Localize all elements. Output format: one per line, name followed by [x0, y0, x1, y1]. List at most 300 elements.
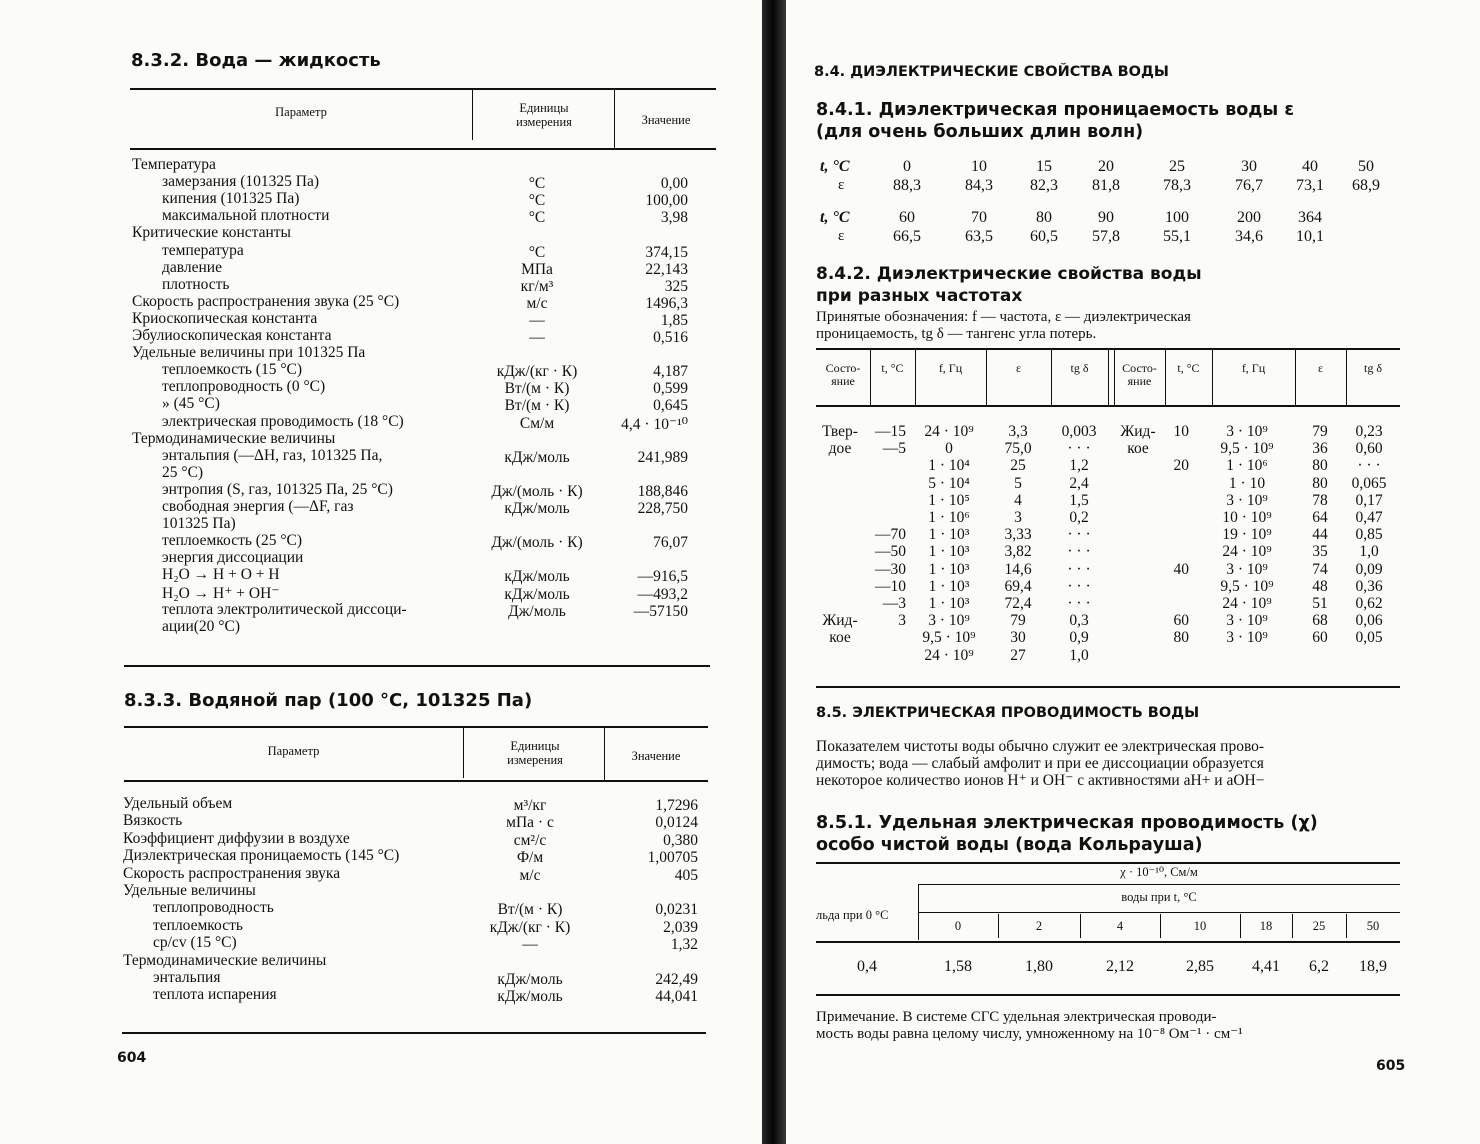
column-header-parameter: Параметр: [275, 105, 327, 119]
column-divider: [472, 88, 473, 140]
column-divider: [463, 726, 464, 778]
frequency-cell: 3 · 10⁹: [1226, 629, 1268, 647]
frequency-cell: 1 · 10⁶: [1226, 457, 1268, 475]
column-divider: [1051, 348, 1052, 405]
frequency-cell: 3 · 10⁹: [1226, 560, 1268, 578]
parameter-cell: теплоемкость (25 °С): [162, 532, 303, 550]
epsilon-cell: 60: [1312, 629, 1328, 647]
column-divider: [604, 726, 605, 780]
parameter-cell: ации(20 °С): [162, 617, 240, 635]
unit-cell: Дж/(моль · К): [491, 482, 583, 500]
value-cell: 0,00: [660, 175, 688, 193]
column-header: ε: [1015, 361, 1022, 375]
unit-cell: Вт/(м · К): [504, 380, 570, 398]
unit-cell: Вт/(м · К): [504, 397, 570, 415]
temperature-cell: —30: [875, 560, 906, 578]
epsilon-value: 60,5: [1030, 228, 1058, 245]
value-cell: 0,645: [653, 397, 688, 415]
epsilon-value: 84,3: [965, 177, 993, 194]
value-cell: 2,039: [663, 918, 698, 936]
parameter-cell: H₂O → H⁺ + OH⁻: [162, 584, 280, 602]
value-cell: 100,00: [645, 192, 688, 210]
state-cell: Жид-: [1120, 423, 1156, 440]
epsilon-cell: 36: [1312, 440, 1328, 458]
epsilon-cell: 79: [1010, 612, 1026, 630]
column-divider: [1212, 348, 1213, 405]
water-value: 1,80: [1025, 958, 1053, 975]
column-header: Состо-яние: [825, 361, 861, 388]
notation-note: [816, 309, 1402, 343]
note-line: проницаемость, tg δ — тангенс угла потерь.: [816, 326, 1097, 342]
parameter-cell: Скорость распространения звука (25 °С): [132, 292, 400, 310]
parameter-cell: cp/cv (15 °С): [153, 934, 237, 952]
epsilon-label: ε: [838, 177, 845, 193]
water-value: 18,9: [1359, 958, 1387, 975]
temperature-header: 50: [1366, 919, 1380, 933]
tg-delta-cell: 0,065: [1351, 474, 1387, 492]
value-cell: 4,4 · 10⁻¹⁰: [621, 415, 688, 433]
table-header-rule: [816, 405, 1400, 407]
unit-cell: кДж/моль: [497, 971, 563, 988]
parameter-cell: теплота электролитической диссоци-: [162, 600, 407, 618]
unit-cell: кДж/моль: [504, 500, 570, 517]
unit-cell: кг/м³: [520, 277, 554, 295]
table-header-rule: [130, 148, 716, 150]
value-cell: 44,041: [655, 988, 698, 1006]
table-top-rule: [130, 88, 716, 90]
tg-delta-cell: · · ·: [1067, 440, 1091, 458]
section-heading-84: 8.4. ДИЭЛЕКТРИЧЕСКИЕ СВОЙСТВА ВОДЫ: [814, 64, 1169, 80]
unit-cell: кДж/моль: [504, 568, 570, 586]
temperature-value: 40: [1302, 158, 1318, 175]
parameter-cell: Криоскопическая константа: [132, 309, 318, 327]
tg-delta-cell: 0,9: [1069, 629, 1089, 647]
unit-cell: Ф/м: [516, 849, 544, 867]
column-divider: [1108, 348, 1109, 405]
epsilon-value: 34,6: [1235, 228, 1263, 245]
book-spine: [762, 0, 786, 1144]
temperature-value: 90: [1098, 209, 1114, 226]
column-header-units: Единицы измерения: [507, 739, 563, 767]
tg-delta-cell: 0,05: [1355, 629, 1383, 647]
column-header: t, °С: [881, 361, 904, 375]
value-cell: —57150: [633, 602, 688, 620]
column-divider: [870, 348, 871, 405]
table-bottom-rule: [816, 994, 1400, 996]
frequency-cell: 19 · 10⁹: [1222, 526, 1272, 544]
conductivity-values-row: [786, 958, 1480, 982]
parameter-cell: теплопроводность (0 °С): [162, 378, 326, 396]
value-cell: 22,143: [645, 260, 688, 278]
epsilon-cell: 25: [1010, 457, 1026, 475]
heading-line: 8.4.1. Диэлектрическая проницаемость воды ε: [816, 100, 1295, 120]
tg-delta-cell: · · ·: [1067, 526, 1091, 544]
frequency-cell: 9,5 · 10⁹: [922, 629, 976, 647]
temperature-value: 70: [971, 209, 987, 226]
unit-cell: м/с: [526, 294, 548, 312]
epsilon-cell: 3,33: [1004, 526, 1032, 544]
frequency-cell: 5 · 10⁴: [928, 474, 970, 492]
frequency-cell: 0: [945, 440, 953, 458]
section-heading-833: 8.3.3. Водяной пар (100 °С, 101325 Па): [124, 690, 533, 711]
table-top-rule: [124, 726, 708, 728]
unit-cell: —: [529, 311, 545, 329]
unit-cell: —: [522, 936, 538, 954]
temperature-value: 25: [1169, 158, 1185, 175]
frequency-cell: 24 · 10⁹: [1222, 543, 1272, 561]
parameter-cell: плотность: [162, 275, 230, 293]
temperature-cell: —50: [875, 543, 906, 561]
right-page: [786, 0, 1480, 1144]
column-divider: [1346, 348, 1347, 405]
value-cell: 241,989: [637, 448, 688, 466]
value-cell: 1,32: [670, 936, 698, 954]
temperature-value: 15: [1036, 158, 1052, 175]
value-cell: —916,5: [637, 568, 688, 586]
parameter-cell: Эбулиоскопическая константа: [132, 327, 332, 344]
column-header: f, Гц: [938, 361, 963, 375]
column-header-parameter: Параметр: [267, 744, 320, 758]
table-bottom-rule: [122, 1032, 706, 1034]
parameter-cell: энергия диссоциации: [162, 549, 304, 567]
epsilon-label: ε: [838, 228, 845, 244]
epsilon-value: 63,5: [965, 228, 993, 245]
table-header-rule: [124, 780, 708, 782]
tg-delta-cell: 2,4: [1069, 474, 1089, 492]
temperature-header: 2: [1035, 919, 1043, 933]
parameter-cell: Удельные величины при 101325 Па: [132, 344, 366, 362]
unit-cell: мПа · с: [506, 814, 554, 832]
header-rule: [918, 884, 1400, 885]
tg-delta-cell: · · ·: [1067, 560, 1091, 578]
temperature-header: 4: [1116, 919, 1124, 933]
unit-cell: кДж/моль: [497, 988, 563, 1006]
tg-delta-cell: 0,09: [1355, 560, 1383, 578]
column-divider: [986, 348, 987, 405]
frequency-cell: 1 · 10³: [928, 560, 970, 578]
parameter-cell: Диэлектрическая проницаемость (145 °С): [123, 847, 400, 865]
tg-delta-cell: · · ·: [1357, 457, 1381, 475]
column-divider: [915, 348, 916, 405]
unit-cell: См/м: [519, 414, 555, 432]
parameter-cell: электрическая проводимость (18 °С): [162, 412, 404, 430]
frequency-cell: 10 · 10⁹: [1222, 509, 1272, 526]
epsilon-cell: 27: [1010, 646, 1026, 664]
parameter-cell: энтальпия: [153, 969, 221, 986]
epsilon-cell: 80: [1312, 457, 1328, 475]
value-cell: 325: [664, 277, 688, 295]
temperature-header: 18: [1259, 919, 1273, 933]
value-cell: 1496,3: [645, 294, 688, 312]
note-line: Принятые обозначения: f — частота, ε — диэлектрическая: [816, 309, 1191, 325]
epsilon-cell: 3: [1014, 509, 1022, 526]
table-842-header: [786, 348, 1480, 406]
column-header: ε: [1317, 361, 1324, 375]
epsilon-value: 66,5: [893, 228, 921, 245]
value-cell: 0,0231: [655, 901, 698, 919]
tg-delta-cell: 0,62: [1355, 595, 1383, 612]
parameter-cell: » (45 °С): [162, 395, 220, 413]
epsilon-cell: 5: [1014, 474, 1022, 492]
frequency-cell: 3 · 10⁹: [1226, 423, 1268, 440]
paragraph-line: Показателем чистоты воды обычно служит ее электрическая прово-: [816, 738, 1265, 755]
value-cell: 0,516: [653, 329, 688, 346]
temperature-cell: —70: [875, 526, 906, 544]
section-heading-85: 8.5. ЭЛЕКТРИЧЕСКАЯ ПРОВОДИМОСТЬ ВОДЫ: [816, 705, 1200, 721]
value-cell: 374,15: [645, 243, 688, 261]
temperature-header: 0: [954, 919, 962, 933]
epsilon-cell: 4: [1014, 491, 1022, 509]
footnote-line: мость воды равна целому числу, умноженному на 10⁻⁸ Ом⁻¹ · см⁻¹: [816, 1026, 1243, 1042]
value-cell: 228,750: [637, 500, 688, 517]
epsilon-cell: 3,3: [1008, 423, 1028, 440]
unit-cell: °С: [528, 209, 546, 227]
epsilon-value: 55,1: [1163, 228, 1191, 245]
frequency-cell: 1 · 10³: [928, 595, 970, 612]
frequency-cell: 1 · 10⁵: [928, 491, 970, 509]
tg-delta-cell: 0,17: [1355, 491, 1383, 509]
temperature-cell: 3: [898, 612, 906, 630]
epsilon-cell: 75,0: [1004, 440, 1032, 458]
parameter-cell: Удельный объем: [123, 795, 233, 812]
tg-delta-cell: 1,5: [1069, 491, 1089, 509]
tg-delta-cell: 0,003: [1061, 423, 1097, 440]
parameter-cell: свободная энергия (—ΔF, газ: [162, 498, 354, 515]
state-cell: кое: [1127, 440, 1149, 458]
heading-line: особо чистой воды (вода Кольрауша): [816, 835, 1203, 855]
temperature-value: 100: [1165, 209, 1189, 226]
parameter-cell: теплота испарения: [153, 986, 277, 1004]
unit-cell: °С: [528, 243, 546, 261]
state-cell: Твер-: [822, 423, 858, 440]
tg-delta-cell: 0,06: [1355, 612, 1383, 630]
heading-line: 8.4.2. Диэлектрические свойства воды: [816, 264, 1202, 284]
unit-cell: Дж/моль: [508, 602, 566, 620]
epsilon-value: 10,1: [1296, 228, 1324, 245]
unit-cell: м/с: [519, 866, 541, 884]
state-cell: Жид-: [822, 612, 858, 630]
state-cell: кое: [829, 629, 851, 647]
epsilon-value: 81,8: [1092, 177, 1120, 194]
heading-line: 8.5.1. Удельная электрическая проводимость (χ): [816, 813, 1318, 833]
parameter-cell: энтальпия (—ΔH, газ, 101325 Па,: [162, 446, 383, 464]
value-cell: 242,49: [655, 971, 698, 988]
unit-cell: Дж/(моль · К): [491, 534, 583, 552]
parameter-cell: Вязкость: [123, 812, 183, 830]
state-cell: дое: [828, 440, 852, 458]
value-cell: 1,00705: [647, 849, 698, 867]
temperature-value: 30: [1241, 158, 1257, 175]
epsilon-cell: 48: [1312, 577, 1328, 595]
temperature-value: 200: [1237, 209, 1261, 226]
unit-cell: —: [529, 329, 545, 346]
tg-delta-cell: · · ·: [1067, 543, 1091, 561]
epsilon-cell: 79: [1312, 423, 1328, 440]
parameter-cell: 25 °С): [162, 463, 204, 481]
epsilon-cell: 35: [1312, 543, 1328, 561]
section-heading-851: [816, 812, 1318, 856]
epsilon-value: 82,3: [1030, 177, 1058, 194]
epsilon-cell: 30: [1010, 629, 1026, 647]
frequency-cell: 9,5 · 10⁹: [1220, 577, 1274, 595]
temperature-header-row: [786, 912, 1480, 942]
water-value: 4,41: [1252, 958, 1280, 975]
frequency-cell: 1 · 10³: [928, 543, 970, 561]
column-header: f, Гц: [1241, 361, 1266, 375]
parameter-cell: энтропия (S, газ, 101325 Па, 25 °С): [162, 480, 393, 498]
frequency-cell: 3 · 10⁹: [1226, 612, 1268, 630]
epsilon-value: 57,8: [1092, 228, 1120, 245]
epsilon-value: 88,3: [893, 177, 921, 194]
table-bottom-rule: [124, 665, 710, 667]
frequency-cell: 1 · 10³: [928, 577, 970, 595]
table-832-body: [0, 156, 762, 656]
value-cell: 0,0124: [655, 814, 698, 832]
epsilon-cell: 51: [1312, 595, 1328, 612]
temperature-header: 10: [1193, 919, 1207, 933]
paragraph-line: некоторое количество ионов H⁺ и OH⁻ с активностями aH+ и aOH−: [816, 772, 1265, 789]
t-label: t, °С: [820, 158, 850, 175]
parameter-cell: Коэффициент диффузии в воздухе: [123, 829, 350, 847]
table-bottom-rule: [816, 686, 1400, 688]
tg-delta-cell: 0,60: [1355, 440, 1383, 458]
frequency-cell: 24 · 10⁹: [1222, 595, 1272, 612]
parameter-cell: Критические константы: [132, 224, 291, 242]
value-cell: 3,98: [660, 209, 688, 227]
epsilon-cell: 3,82: [1004, 543, 1032, 561]
parameter-cell: Температура: [132, 156, 216, 173]
page-number: 605: [1376, 1058, 1406, 1074]
section-heading-832: 8.3.2. Вода — жидкость: [131, 50, 381, 71]
epsilon-cell: 64: [1312, 509, 1328, 526]
epsilon-value: 68,9: [1352, 177, 1380, 194]
paragraph-line: димость; вода — слабый амфолит и при ее диссоциации образуется: [816, 755, 1264, 772]
table-header-rule: [816, 941, 1400, 943]
parameter-cell: Термодинамические величины: [123, 951, 327, 969]
tg-delta-cell: 0,2: [1069, 509, 1089, 526]
column-header-units: Единицы измерения: [516, 101, 572, 129]
unit-cell: МПа: [521, 260, 553, 278]
parameter-cell: Термодинамические величины: [132, 429, 336, 447]
temperature-value: 80: [1036, 209, 1052, 226]
epsilon-cell: 14,6: [1004, 560, 1032, 578]
temperature-cell: 20: [1173, 457, 1189, 475]
temperature-value: 364: [1298, 209, 1322, 226]
paragraph-85: [816, 738, 1402, 789]
frequency-cell: 3 · 10⁹: [1226, 491, 1268, 509]
column-header: tg δ: [1070, 361, 1089, 375]
epsilon-cell: 68: [1312, 612, 1328, 630]
parameter-cell: теплоемкость (15 °С): [162, 361, 303, 379]
temperature-cell: —10: [875, 577, 906, 595]
parameter-cell: Удельные величины: [123, 882, 256, 899]
unit-cell: Вт/(м · К): [497, 901, 563, 919]
temperature-cell: 80: [1173, 629, 1189, 647]
tg-delta-cell: 0,23: [1355, 423, 1383, 440]
value-cell: 1,7296: [655, 797, 698, 814]
parameter-cell: температура: [162, 241, 244, 259]
epsilon-cell: 72,4: [1004, 595, 1032, 612]
heading-line: (для очень больших длин волн): [816, 122, 1144, 142]
column-header: Состо-яние: [1122, 361, 1157, 388]
temperature-cell: —3: [882, 595, 906, 612]
parameter-cell: H₂O → H + O + H: [162, 566, 280, 584]
page-number: 604: [117, 1050, 147, 1066]
tg-delta-cell: 1,0: [1069, 646, 1089, 664]
unit-cell: кДж/моль: [504, 585, 570, 603]
unit-cell: кДж/(кг · К): [496, 363, 578, 381]
table-841: [786, 158, 1480, 248]
value-cell: 4,187: [653, 363, 688, 381]
frequency-cell: 24 · 10⁹: [924, 646, 974, 664]
frequency-cell: 1 · 10³: [928, 526, 970, 544]
temperature-cell: —15: [875, 423, 906, 440]
tg-delta-cell: · · ·: [1067, 595, 1091, 612]
temperature-value: 60: [899, 209, 915, 226]
water-value: 1,58: [944, 958, 972, 975]
water-value: 6,2: [1309, 958, 1329, 975]
ice-header: льда при 0 °С: [816, 908, 889, 922]
tg-delta-cell: 0,47: [1355, 509, 1383, 526]
frequency-cell: 24 · 10⁹: [924, 423, 974, 440]
value-cell: 1,85: [660, 311, 688, 329]
tg-delta-cell: 1,2: [1069, 457, 1089, 475]
column-divider: [1295, 348, 1296, 405]
parameter-cell: Скорость распространения звука: [123, 864, 341, 882]
epsilon-cell: 74: [1312, 560, 1328, 578]
column-divider: [1165, 348, 1166, 405]
value-cell: 405: [674, 866, 698, 884]
unit-cell: °С: [528, 175, 546, 193]
epsilon-value: 76,7: [1235, 177, 1263, 194]
column-header-value: Значение: [631, 749, 681, 763]
temperature-value: 20: [1098, 158, 1114, 175]
temperature-value: 0: [903, 158, 911, 175]
temperature-header: 25: [1312, 919, 1326, 933]
value-cell: —493,2: [637, 585, 688, 603]
frequency-cell: 1 · 10: [1228, 474, 1266, 492]
tg-delta-cell: · · ·: [1067, 577, 1091, 595]
epsilon-cell: 80: [1312, 474, 1328, 492]
parameter-cell: максимальной плотности: [162, 207, 330, 225]
parameter-cell: теплоемкость: [153, 916, 243, 934]
temperature-cell: 60: [1173, 612, 1189, 630]
table-842-body: [786, 423, 1480, 673]
value-cell: 188,846: [637, 482, 688, 500]
heading-line: при разных частотах: [816, 286, 1023, 306]
column-header: tg δ: [1364, 361, 1382, 375]
tg-delta-cell: 0,85: [1355, 526, 1383, 544]
parameter-cell: замерзания (101325 Па): [162, 173, 319, 191]
frequency-cell: 3 · 10⁹: [928, 612, 970, 630]
unit-cell: °С: [528, 192, 546, 210]
footnote: [816, 1009, 1416, 1043]
section-heading-841: [816, 99, 1294, 143]
epsilon-cell: 69,4: [1004, 577, 1032, 595]
temperature-cell: 10: [1173, 423, 1189, 440]
unit-header: χ · 10⁻¹⁰, См/м: [1120, 865, 1198, 879]
value-cell: 76,07: [653, 534, 688, 552]
water-value: 2,85: [1186, 958, 1214, 975]
epsilon-cell: 44: [1312, 526, 1328, 544]
parameter-cell: 101325 Па): [162, 515, 236, 533]
frequency-cell: 1 · 10⁴: [928, 457, 970, 475]
frequency-cell: 9,5 · 10⁹: [1220, 440, 1274, 458]
epsilon-value: 78,3: [1163, 177, 1191, 194]
unit-cell: кДж/моль: [504, 448, 570, 466]
column-divider: [614, 88, 615, 150]
ice-value: 0,4: [857, 958, 877, 975]
